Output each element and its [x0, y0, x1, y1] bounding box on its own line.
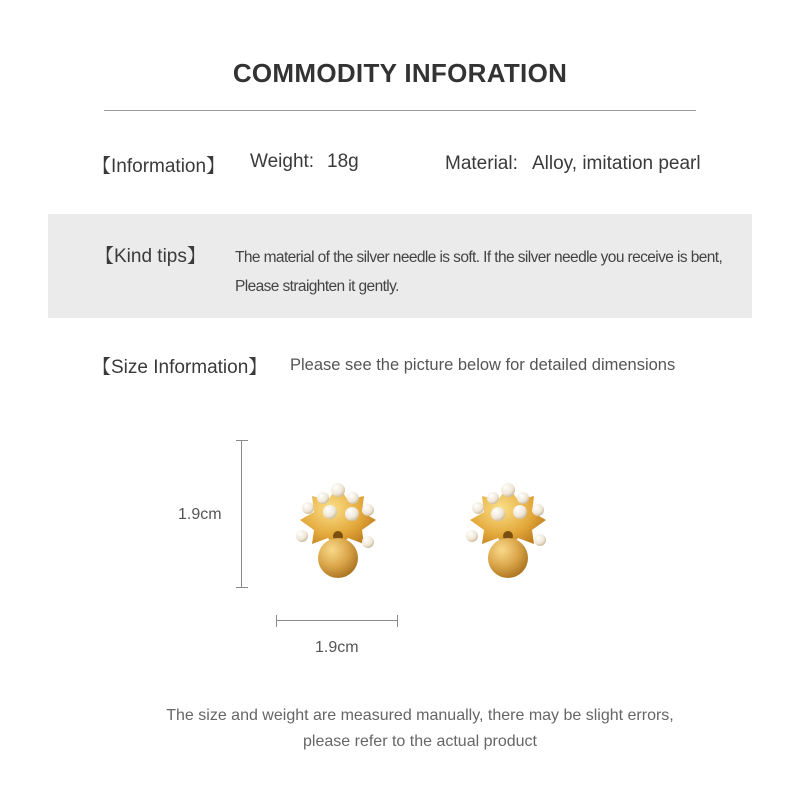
kind-tips-line-1: The material of the silver needle is soft. If the silver needle you receive is bent,	[235, 249, 723, 266]
page-title: COMMODITY INFORATION	[232, 58, 568, 88]
title-divider	[104, 110, 696, 111]
height-dimension-line	[236, 440, 248, 588]
earring-left-image	[288, 478, 388, 588]
weight-label: Weight:	[250, 151, 315, 172]
width-dimension-line	[276, 615, 398, 627]
kind-tips-text	[235, 243, 735, 301]
material-label: Material:	[445, 153, 518, 174]
footer-line-2: please refer to the actual product	[303, 733, 537, 750]
information-label: 【Information】	[92, 156, 226, 177]
kind-tips-line-2: Please straighten it gently.	[235, 278, 399, 295]
footer-line-1: The size and weight are measured manually, there may be slight errors,	[166, 707, 674, 724]
size-information-label: 【Size Information】	[92, 357, 268, 378]
material-value: Alloy, imitation pearl	[532, 153, 701, 174]
height-dimension-label: 1.9cm	[178, 506, 222, 523]
earring-right-image	[458, 478, 558, 588]
width-dimension-label: 1.9cm	[315, 639, 359, 656]
size-information-note: Please see the picture below for detailed dimensions	[290, 356, 676, 374]
weight-value: 18g	[327, 151, 359, 172]
kind-tips-label: 【Kind tips】	[95, 246, 206, 267]
footer-note	[0, 703, 800, 755]
